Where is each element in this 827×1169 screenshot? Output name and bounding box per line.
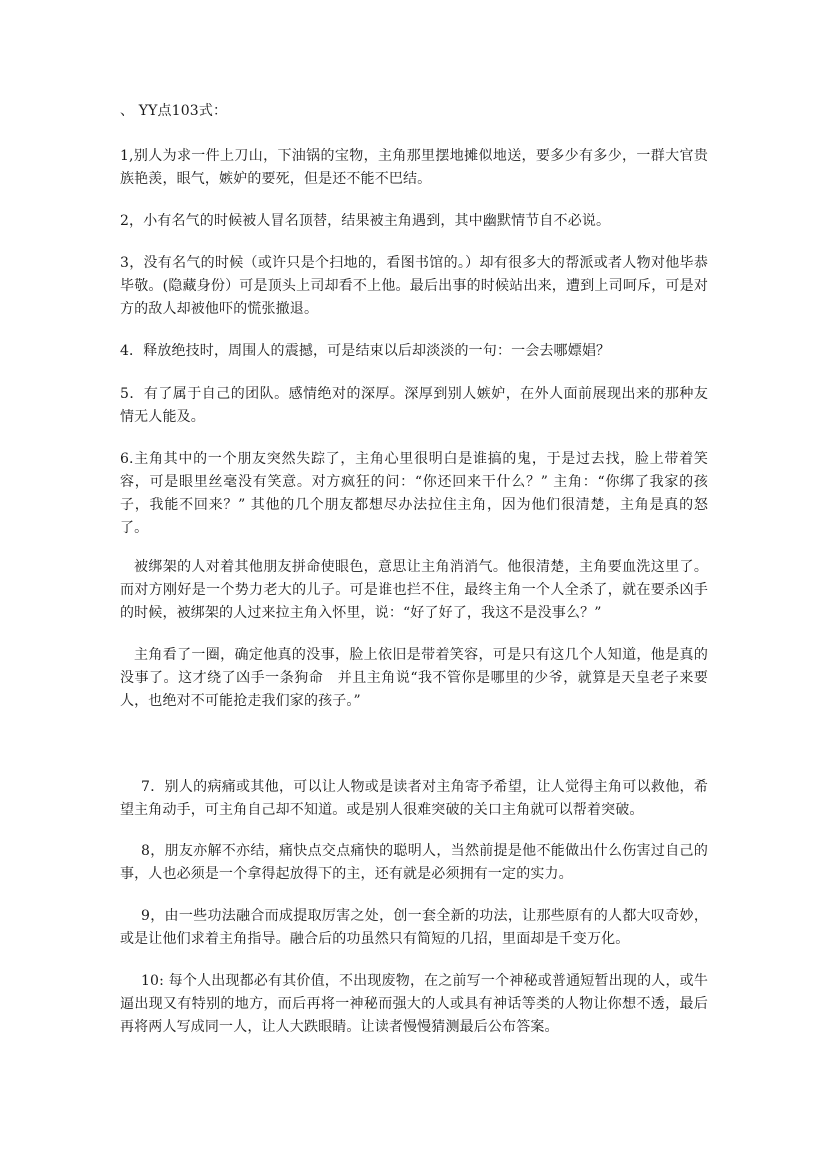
paragraph-6: 6.主角其中的一个朋友突然失踪了，主角心里很明白是谁搞的鬼，于是过去找，脸上带着笑容，可是眼里丝毫没有笑意。对方疯狂的问：“你还回来干什么？” 主角：“你绑了我家的孩子，我能不回来？” 其他的几个朋友都想尽办法拉住主角，因为他们很清楚，主角是真的怒了。: [120, 451, 708, 536]
paragraph-8: 8，朋友亦解不亦结，痛快点交点痛快的聪明人，当然前提是他不能做出什么伤害过自己的事，人也必须是一个拿得起放得下的主，还有就是必须拥有一定的实力。: [120, 843, 708, 882]
paragraph-3: 3，没有名气的时候（或许只是个扫地的，看图书馆的。）却有很多大的帮派或者人物对他毕恭毕敬。(隐藏身份）可是顶头上司却看不上他。最后出事的时候站出来，遭到上司呵斥，可是对方的敌人却被他吓的慌张撤退。: [120, 255, 708, 317]
paragraph-5: 5．有了属于自己的团队。感情绝对的深厚。深厚到别人嫉妒，在外人面前展现出来的那种友情无人能及。: [120, 386, 708, 425]
paragraph-2: 2，小有名气的时候被人冒名顶替，结果被主角遇到，其中幽默情节自不必说。: [120, 213, 611, 229]
paragraph-1: 1,别人为求一件上刀山，下油锅的宝物，主角那里摆地摊似地送，要多少有多少，一群大官贵族艳羡，眼气，嫉妒的要死，但是还不能不巴结。: [120, 148, 708, 187]
paragraph-6-continued-2: 主角看了一圈，确定他真的没事，脸上依旧是带着笑容，可是只有这几个人知道，他是真的没事了。这才绕了凶手一条狗命 并且主角说“我不管你是哪里的少爷，就算是天皇老子来要人，也绝对不可能抢走我们家的孩子。”: [120, 647, 708, 709]
paragraph-10: 10: 每个人出现都必有其价值，不出现废物，在之前写一个神秘或普通短暂出现的人，或牛逼出现又有特别的地方，而后再将一神秘而强大的人或具有神话等类的人物让你想不透，最后再将两人写成同一人，让人大跌眼睛。让读者慢慢猜测最后公布答案。: [120, 973, 708, 1035]
paragraph-7: 7．别人的病痛或其他，可以让人物或是读者对主角寄予希望，让人觉得主角可以救他，希望主角动手，可主角自己却不知道。或是别人很难突破的关口主角就可以帮着突破。: [120, 779, 708, 818]
paragraph-6-continued-1: 被绑架的人对着其他朋友拼命使眼色，意思让主角消消气。他很清楚，主角要血洗这里了。而对方刚好是一个势力老大的儿子。可是谁也拦不住，最终主角一个人全杀了，就在要杀凶手的时候，被绑架的人过来拉主角入怀里，说：“好了好了，我这不是没事么？”: [120, 559, 708, 621]
document-heading: 、 YY点103式：: [120, 103, 228, 119]
paragraph-9: 9，由一些功法融合而成提取厉害之处，创一套全新的功法，让那些原有的人都大叹奇妙，或是让他们求着主角指导。融合后的功虽然只有简短的几招，里面却是千变万化。: [120, 908, 708, 947]
paragraph-4: 4．释放绝技时，周围人的震撼，可是结束以后却淡淡的一句：一会去哪嫖娼？: [120, 343, 611, 359]
